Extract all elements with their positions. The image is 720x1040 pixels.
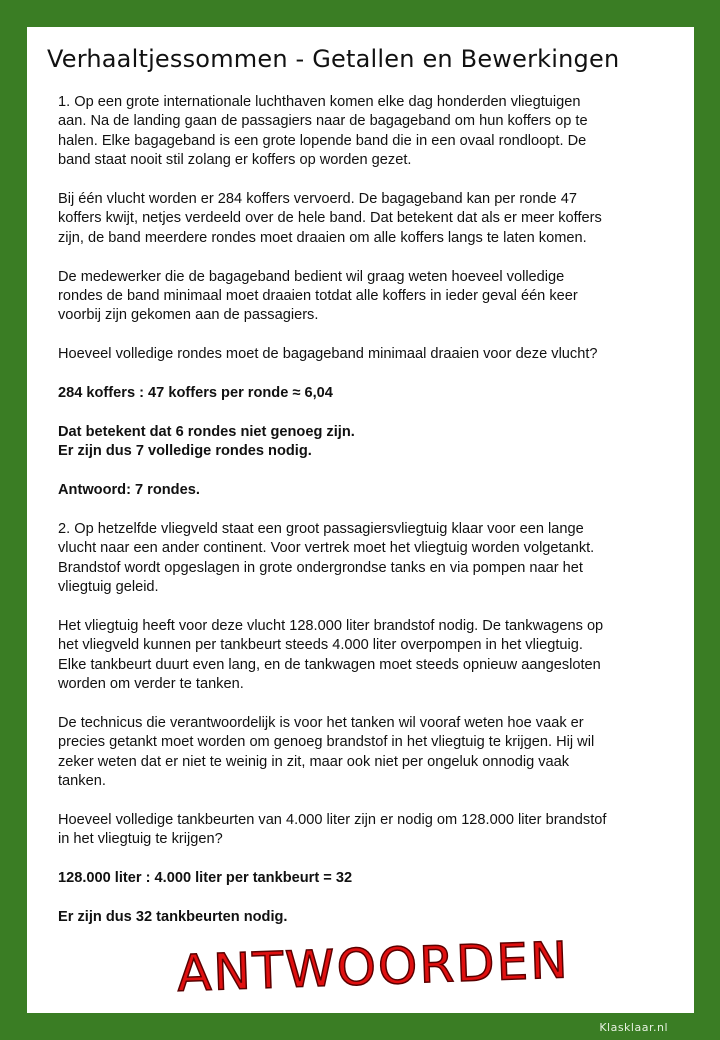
text-line: Er zijn dus 7 volledige rondes nodig. [58,443,312,460]
text-paragraph [58,93,668,171]
footer-brand: Klasklaar.nl [599,1021,668,1034]
text-line: Dat betekent dat 6 rondes niet genoeg zijn. [58,423,355,440]
text-line: worden om verder te tanken. [58,676,244,693]
text-line: voorbij zijn gekomen aan de passagiers. [58,307,319,324]
text-line: 1. Op een grote internationale luchthaven komen elke dag honderden vliegtuigen [58,94,581,110]
text-line: Het vliegtuig heeft voor deze vlucht 128.000 liter brandstof nodig. De tankwagens op [58,617,604,634]
text-paragraph [58,714,668,792]
text-paragraph [58,190,668,248]
answer-paragraph [58,481,668,500]
text-line: Brandstof wordt opgeslagen in grote ondergrondse tanks en via pompen naar het [58,559,583,576]
text-line: Er zijn dus 32 tankbeurten nodig. [58,908,288,925]
text-line: aan. Na de landing gaan de passagiers naar de bagageband om hun koffers op te [58,113,588,130]
text-line: vliegtuig geleid. [58,579,159,596]
answer-paragraph [58,423,668,462]
text-line: zeker weten dat er niet te weinig in zit, maar ook niet per ongeluk onnodig vaak [58,753,570,770]
text-line: 128.000 liter : 4.000 liter per tankbeurt = 32 [58,870,353,887]
answer-paragraph [58,908,668,927]
worksheet [27,27,694,1013]
text-paragraph [58,520,668,598]
text-line: De technicus die verantwoordelijk is voor het tanken wil vooraf weten hoe vaak er [58,714,584,731]
text-line: Antwoord: 7 rondes. [58,482,200,499]
answer-paragraph [58,869,668,888]
text-line: zijn, de band meerdere rondes moet draaien om alle koffers langs te laten komen. [58,229,587,246]
text-line: 284 koffers : 47 koffers per ronde ≈ 6,04 [58,385,333,402]
text-line: Elke tankbeurt duurt even lang, en de tankwagen moet steeds opnieuw aangesloten [58,656,601,673]
text-line: in het vliegtuig te krijgen? [58,831,223,848]
text-line: band staat nooit stil zolang er koffers op worden gezet. [58,152,412,169]
answer-paragraph [58,384,668,403]
text-line: Hoeveel volledige rondes moet de bagageband minimaal draaien voor deze vlucht? [58,346,598,363]
text-line: rondes de band minimaal moet draaien totdat alle koffers in ieder geval één keer [58,288,578,305]
text-line: koffers kwijt, netjes verdeeld over de hele band. Dat betekent dat als er meer koffers [58,210,602,227]
text-paragraph [58,617,668,695]
text-paragraph [58,811,668,850]
text-line: het vliegveld kunnen per tankbeurt steeds 4.000 liter overpompen in het vliegtuig. [58,637,583,654]
text-line: halen. Elke bagageband is een grote lopende band die in een ovaal rondloopt. De [58,132,587,149]
text-line: 2. Op hetzelfde vliegveld staat een groot passagiersvliegtuig klaar voor een lange [58,520,584,537]
text-line: De medewerker die de bagageband bedient wil graag weten hoeveel volledige [58,268,565,285]
text-paragraph [58,268,668,326]
text-paragraph [58,345,668,364]
text-line: Hoeveel volledige tankbeurten van 4.000 liter zijn er nodig om 128.000 liter brandstof [58,811,607,828]
page-title: Verhaaltjessommen - Getallen en Bewerkingen [47,45,620,73]
text-line: vlucht naar een ander continent. Voor vertrek moet het vliegtuig worden volgetankt. [58,540,595,557]
text-line: precies getankt moet worden om genoeg brandstof in het vliegtuig te krijgen. Hij wil [58,734,595,751]
text-line: Bij één vlucht worden er 284 koffers vervoerd. De bagageband kan per ronde 47 [58,191,577,208]
answers-stamp: ANTWOORDEN [176,931,571,1003]
worksheet-content [58,93,668,947]
text-line: tanken. [58,773,106,790]
